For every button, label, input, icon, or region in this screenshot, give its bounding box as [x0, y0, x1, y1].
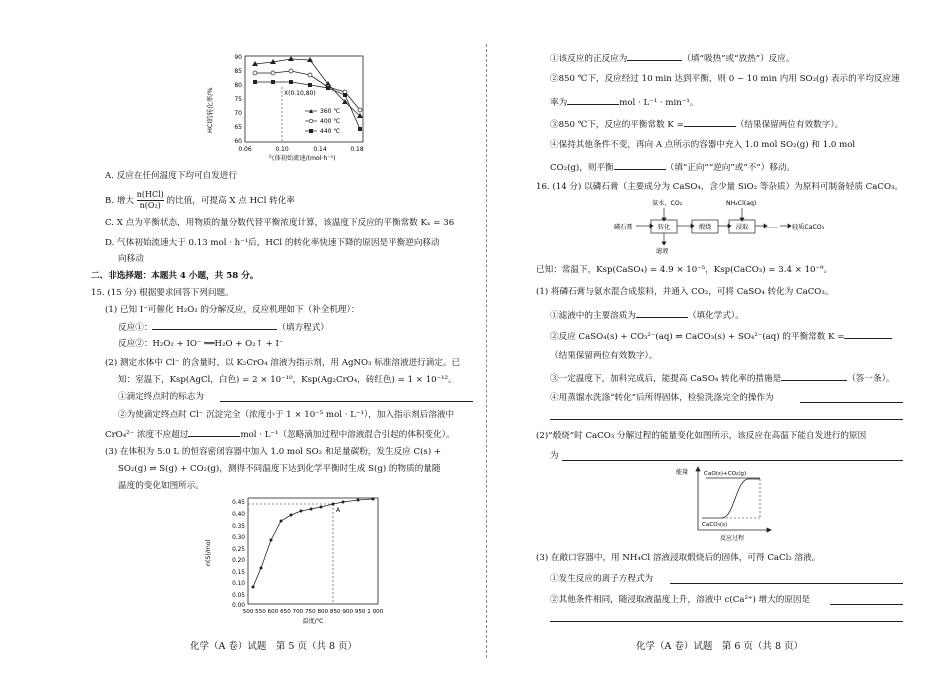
chart1-ytick: 65 [234, 124, 242, 131]
q15-3-3-pre: ③850 ℃下，反应的平衡常数 K = [550, 120, 684, 130]
q15-2-2-pre: CrO₄²⁻ 浓度不应超过 [105, 430, 189, 440]
flow-step-1: 转化 [657, 224, 671, 231]
q15-3-2-blank[interactable] [567, 95, 619, 105]
q16-1-4-blank-a[interactable] [800, 402, 903, 403]
reaction-1-suffix: （填方程式） [277, 323, 329, 333]
chart2-ytick: 0.15 [232, 570, 245, 576]
chart1-xtick: 0.06 [238, 146, 252, 153]
q15-3-line2: SO₂(g) ⇌ S(g) + CO₂(g)，测得不同温度下达到化学平衡时生成 S(g) 的物质的量随 [118, 464, 441, 474]
q15-3-line1: (3) 在体积为 5.0 L 的恒容密闭容器中加入 1.0 mol SO₂ 和足量碳粉，发生反应 C(s) + [105, 447, 442, 457]
chart2-ytick: 0.40 [232, 512, 245, 518]
q15-2-1-blank[interactable] [220, 401, 473, 402]
flow-start: 磷石膏 [614, 224, 633, 231]
q16-3-1-blank[interactable] [670, 583, 903, 584]
chart2-annot: A [336, 507, 341, 514]
chart1-ylabel: HCl的转化率/% [206, 87, 214, 133]
q16-1-2-line2: （结果保留两位有效数字）。 [550, 351, 658, 361]
chart2-ytick: 0.25 [232, 547, 245, 553]
q15-3-2-line2 [550, 95, 698, 109]
chart2-ytick: 0.10 [232, 581, 245, 587]
q15-2-2-line2 [105, 427, 455, 441]
process-flowchart [614, 196, 834, 258]
right-footer: 化学（A 卷）试题 第 6 页（共 8 页） [636, 641, 804, 652]
chart1-legend-400: 400 ℃ [320, 118, 341, 125]
q15-3-3-post: （结果保留两位有效数字）。 [735, 120, 844, 130]
chart1-legend-440: 440 ℃ [320, 128, 341, 135]
chart2-ytick: 0.05 [232, 593, 245, 599]
option-b-pre: B. 增大 [105, 196, 134, 206]
q15-1: (1) 已知 I⁻可催化 H₂O₂ 的分解反应，反应机理如下（补全机理）： [105, 305, 360, 315]
chart1-ytick: 70 [234, 110, 242, 117]
chart1-annot: X(0.10,80) [284, 90, 316, 97]
q15-3-2-post: mol · L⁻¹ · min⁻¹。 [619, 98, 699, 108]
flow-output: 滤液 [656, 248, 669, 255]
energy-diagram [676, 462, 781, 542]
option-b-num: n(HCl) [136, 190, 164, 199]
q15-2-1: ①滴定终点时的标志为 [118, 392, 204, 402]
q16-3-2-blank-a[interactable] [830, 604, 903, 605]
q16-3: (3) 在敞口容器中，用 NH₄Cl 溶液浸取煅烧后的固体，可得 CaCl₂ 溶液。 [536, 553, 821, 563]
chart1-xtick: 0.10 [275, 146, 289, 153]
energy-top: CaO(s)+CO₂(g) [704, 471, 747, 477]
option-b-fraction [137, 190, 164, 211]
option-b-den: n(O₂) [139, 201, 161, 210]
q15-2-2-post: mol · L⁻¹（忽略滴加过程中溶液混合引起的体积变化）。 [240, 430, 455, 440]
q15-3-4-blank[interactable] [614, 160, 666, 170]
q16-1-2 [550, 329, 892, 343]
chart2-xticks: 500 550 600 650 700 750 800 850 900 950 1 000 [242, 609, 384, 615]
q16-heading: 16. (14 分) 以磷石膏（主要成分为 CaSO₄，含少量 SiO₂ 等杂质）为原料可制备轻质 CaCO₃。 [536, 182, 904, 192]
q15-heading: 15. (15 分) 根据要求回答下列问题。 [91, 288, 234, 298]
option-b [105, 190, 295, 211]
chart1-ytick: 90 [234, 54, 242, 61]
q16-1: (1) 将磷石膏与氨水混合成浆料，并通入 CO₂，可将 CaSO₄ 转化为 CaCO₃。 [536, 287, 834, 297]
flow-end: 轻质CaCO₃ [792, 224, 825, 231]
option-c: C. X 点为平衡状态，用物质的量分数代替平衡浓度计算，该温度下反应的平衡常数 Kₓ = 36 [105, 218, 455, 228]
q16-1-1-blank[interactable] [636, 308, 688, 318]
q15-3-4-pre: CO₂(g)，则平衡 [550, 163, 614, 173]
chart1-ytick: 60 [234, 138, 242, 145]
chart2-ytick: 0.00 [232, 603, 245, 609]
chart1-xtick: 0.18 [350, 146, 364, 153]
q15-3-2-pre: 率为 [550, 98, 568, 108]
reaction-2: 反应②：H₂O₂ + IO⁻ ══H₂O + O₂↑ + I⁻ [118, 339, 284, 349]
q16-3-2: ②其他条件相同，随浸取液温度上升，溶液中 c(Ca²⁺) 增大的原因是 [550, 595, 811, 605]
left-footer: 化学（A 卷）试题 第 5 页（共 8 页） [190, 641, 358, 652]
q16-1-3-blank[interactable] [781, 371, 847, 381]
page-divider [486, 44, 487, 658]
q15-3-4-post: （填“正向”“逆向”或“不”）移动。 [665, 163, 796, 173]
q15-2-line2: 知：室温下，Ksp(AgCl，白色) = 2 × 10⁻¹⁰，Ksp(Ag₂CrO₄，砖红色) = 1 × 10⁻¹²。 [118, 375, 457, 385]
flow-step-3: 浸取 [735, 224, 749, 231]
hcl-conversion-chart [200, 48, 380, 168]
q16-1-3 [550, 371, 894, 385]
q15-3-3 [550, 117, 843, 131]
q15-3-2-line1: ②850 ℃下，反应经过 10 min 达到平衡，则 0 ~ 10 min 内用 SO₂(g) 表示的平均反应速 [550, 74, 900, 84]
known-ksp: 已知：常温下，Ksp(CaSO₄) = 4.9 × 10⁻⁵，Ksp(CaCO₃) = 3.4 × 10⁻⁹。 [536, 265, 833, 275]
energy-ylabel: 能量 [676, 469, 689, 476]
q15-3-4-line1: ④保持其他条件不变，再向 A 点所示的容器中充入 1.0 mol SO₂(g) 和 1.0 mol [550, 140, 856, 150]
option-d-line1: D. 气体初始流速大于 0.13 mol · h⁻¹后，HCl 的转化率快速下降的原因是平衡逆向移动 [105, 238, 440, 248]
reaction-1-blank[interactable] [152, 320, 277, 330]
chart2-ytick: 0.45 [232, 500, 245, 506]
q16-1-1 [550, 308, 744, 322]
q16-1-3-post: （答一条）。 [847, 374, 895, 384]
q16-1-1-post: （填化学式）。 [687, 311, 744, 321]
svg-text:……: …… [766, 223, 778, 230]
chart2-ytick: 0.35 [232, 524, 245, 530]
q16-1-1-pre: ①滤液中的主要溶质为 [550, 311, 636, 321]
q15-2-line1: (2) 测定水体中 Cl⁻ 的含量时，以 K₂CrO₄ 溶液为指示剂，用 AgNO₃ 标准溶液进行滴定。已 [105, 358, 461, 368]
chart1-ytick: 80 [234, 82, 242, 89]
q16-2-blank[interactable] [562, 460, 903, 461]
q16-3-1: ①发生反应的离子方程式为 [550, 574, 654, 584]
q15-3-line3: 温度的变化如图所示。 [118, 481, 204, 491]
q15-3-4-line2 [550, 160, 795, 174]
chart1-ytick: 75 [234, 96, 242, 103]
option-b-post: 的比值，可提高 X 点 HCl 转化率 [166, 196, 295, 206]
q16-2-line2: 为 [550, 451, 559, 461]
q16-3-2-blank-b[interactable] [550, 621, 903, 622]
q16-1-4-blank-b[interactable] [550, 419, 903, 420]
section-2-heading: 二、非选择题：本题共 4 小题，共 58 分。 [91, 271, 259, 281]
flow-input-2: NH₄Cl(aq) [726, 200, 757, 207]
q15-3-1-blank[interactable] [627, 51, 682, 61]
energy-xlabel: 反应过程 [719, 535, 745, 542]
reaction-1-label: 反应①： [118, 323, 153, 333]
option-a: A. 反应在任何温度下均可自发进行 [105, 171, 237, 181]
q16-1-2-blank[interactable] [844, 329, 892, 339]
flow-step-2: 煅烧 [698, 224, 712, 231]
q15-2-2-line1: ②为使滴定终点时 Cl⁻ 沉淀完全（浓度小于 1 × 10⁻⁵ mol · L⁻¹），加入指示剂后溶液中 [118, 410, 455, 420]
energy-bottom: CaCO₃(s) [702, 522, 728, 528]
q15-2-2-blank[interactable] [188, 427, 240, 437]
q16-1-4: ④用蒸馏水洗涤“转化”后所得固体，检验洗涤完全的操作为 [550, 393, 774, 403]
chart1-xlabel: 气体初始流速/(mol·h⁻¹) [268, 155, 336, 162]
q15-3-1-post: （填“吸热”或“放热”）反应。 [682, 54, 795, 64]
q15-3-1 [550, 51, 794, 65]
chart2-xlabel: 温度/℃ [302, 618, 324, 625]
flow-input-1: 氨水、CO₂ [652, 200, 683, 207]
reaction-1 [118, 320, 329, 334]
chart2-ylabel: n(S)/mol [205, 539, 212, 566]
chart2-ytick: 0.20 [232, 558, 245, 564]
chart1-xtick: 0.14 [313, 146, 327, 153]
q15-3-3-blank[interactable] [684, 117, 736, 127]
option-d-line2: 向移动 [118, 254, 144, 264]
q16-1-3-pre: ③一定温度下，加料完成后，能提高 CaSO₄ 转化率的措施是 [550, 374, 782, 384]
chart1-legend-360: 360 ℃ [320, 108, 341, 115]
q16-2-line1: (2)“煅烧”时 CaCO₃ 分解过程的能量变化如图所示，该反应在高温下能自发进行的原因 [536, 431, 867, 441]
q15-3-1-pre: ①该反应的正反应为 [550, 54, 628, 64]
chart2-ytick: 0.30 [232, 535, 245, 541]
sulfur-amount-chart [198, 494, 388, 630]
chart1-ytick: 85 [234, 68, 242, 75]
q16-1-2-pre: ②反应 CaSO₄(s) + CO₃²⁻(aq) ⇌ CaCO₃(s) + SO₄²⁻(aq) 的平衡常数 K = [550, 332, 845, 342]
